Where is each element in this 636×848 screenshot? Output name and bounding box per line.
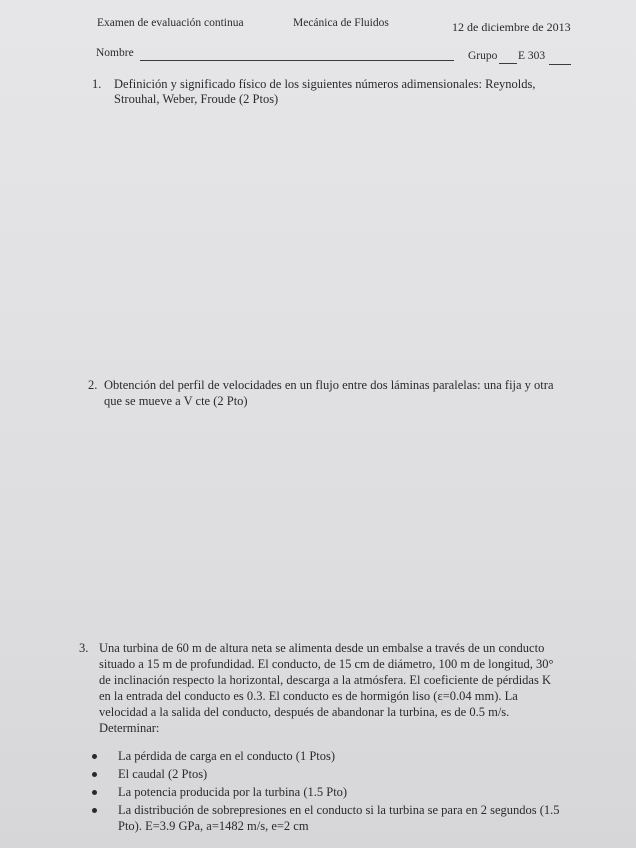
question-3-line-4: en la entrada del conducto es 0.3. El conducto es de hormigón liso (ε=0.04 mm). La	[99, 689, 518, 703]
list-item-continuation	[92, 818, 612, 834]
item-text: La potencia producida por la turbina (1.5 Pto)	[118, 785, 348, 799]
group-label: Grupo	[468, 50, 498, 62]
question-1-number: 1.	[92, 77, 102, 91]
question-3-line-6: Determinar:	[99, 721, 160, 735]
bullet-icon	[92, 754, 97, 759]
name-field[interactable]	[140, 60, 454, 61]
question-3-line-5: velocidad a la salida del conducto, después de abandonar la turbina, es de 0.5 m/s.	[99, 705, 510, 719]
question-3	[79, 640, 604, 740]
exam-date: 12 de diciembre de 2013	[452, 20, 571, 34]
list-item	[92, 766, 612, 782]
question-2	[88, 377, 598, 411]
group-underline-left	[499, 63, 517, 64]
subject: Mecánica de Fluidos	[293, 17, 389, 29]
question-1-line-1: Definición y significado físico de los siguientes números adimensionales: Reynolds,	[114, 77, 536, 91]
list-item	[92, 784, 612, 800]
question-2-number: 2.	[88, 378, 98, 392]
question-2-line-1: Obtención del perfil de velocidades en un flujo entre dos láminas paralelas: una fija y otra	[104, 378, 554, 392]
group-value: E 303	[518, 50, 546, 62]
bullet-icon	[92, 808, 97, 813]
name-label: Nombre	[96, 47, 134, 59]
group-underline-right	[549, 64, 571, 65]
question-3-line-1: Una turbina de 60 m de altura neta se alimenta desde un embalse a través de un conducto	[99, 641, 545, 655]
item-text: La pérdida de carga en el conducto (1 Ptos)	[118, 749, 336, 763]
bullet-icon	[92, 790, 97, 795]
question-2-line-2: que se mueve a V cte (2 Pto)	[104, 394, 248, 408]
item-text: Pto). E=3.9 GPa, a=1482 m/s, e=2 cm	[118, 819, 309, 833]
item-text: El caudal (2 Ptos)	[118, 767, 208, 781]
item-text: La distribución de sobrepresiones en el conducto si la turbina se para en 2 segundos (1.5	[118, 803, 560, 817]
exam-type: Examen de evaluación continua	[97, 17, 244, 29]
question-1	[92, 76, 592, 110]
question-1-line-2: Strouhal, Weber, Froude (2 Ptos)	[114, 92, 279, 106]
question-3-line-2: situado a 15 m de profundidad. El conducto, de 15 cm de diámetro, 100 m de longitud, 30°	[99, 657, 554, 671]
question-3-number: 3.	[79, 641, 89, 655]
question-3-items	[92, 748, 612, 836]
question-3-line-3: de inclinación respecto la horizontal, descarga a la atmósfera. El coeficiente de pérdidas K	[99, 673, 551, 687]
list-item	[92, 748, 612, 764]
bullet-icon	[92, 772, 97, 777]
list-item	[92, 802, 612, 818]
